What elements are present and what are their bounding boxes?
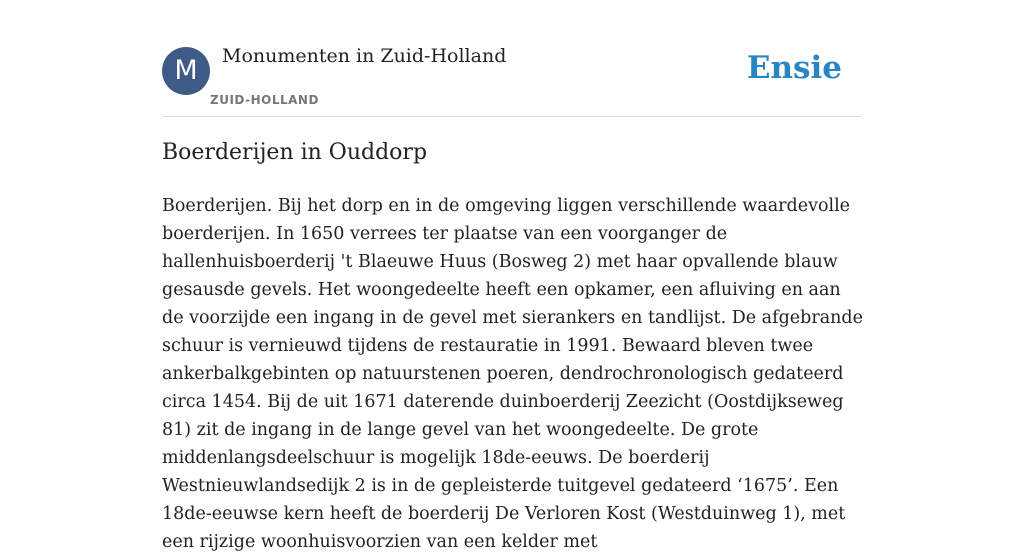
ensie-logo[interactable]: Ensie — [746, 50, 842, 86]
region-label[interactable]: ZUID-HOLLAND — [210, 93, 319, 107]
collection-header — [162, 0, 862, 117]
article-body: Boerderijen. Bij het dorp en in de omgeving liggen verschillende waardevolle boerderijen. In 1650 verrees ter plaatse van een voorganger de hallenhuisboerderij 't Blaeuwe Huus (Bosweg 2) met haar opvallende blauw gesausde gevels. Het woongedeelte heeft een opkamer, een afluiving en aan de voorzijde een ingang in de gevel met sierankers en tandlijst. De afgebrande schuur is vernieuwd tijdens de restauratie in 1991. Bewaard bleven twee ankerbalkgebinten op natuurstenen poeren, dendrochronologisch gedateerd circa 1454. Bij de uit 1671 daterende duinboerderij Zeezicht (Oostdijkseweg 81) zit de ingang in de lange gevel van het woongedeelte. De grote middenlangsdeelschuur is mogelijk 18de-eeuws. De boerderij Westnieuwlandsedijk 2 is in de gepleisterde tuitgevel gedateerd ‘1675’. Een 18de-eeuwse kern heeft de boerderij De Verloren Kost (Westduinweg 1), met een rijzige woonhuisvoorzien van een kelder met — [162, 196, 863, 552]
collection-title-link[interactable]: Monumenten in Zuid-Holland — [222, 45, 507, 67]
article-title: Boerderijen in Ouddorp — [162, 140, 428, 165]
collection-avatar[interactable]: M — [162, 47, 210, 95]
